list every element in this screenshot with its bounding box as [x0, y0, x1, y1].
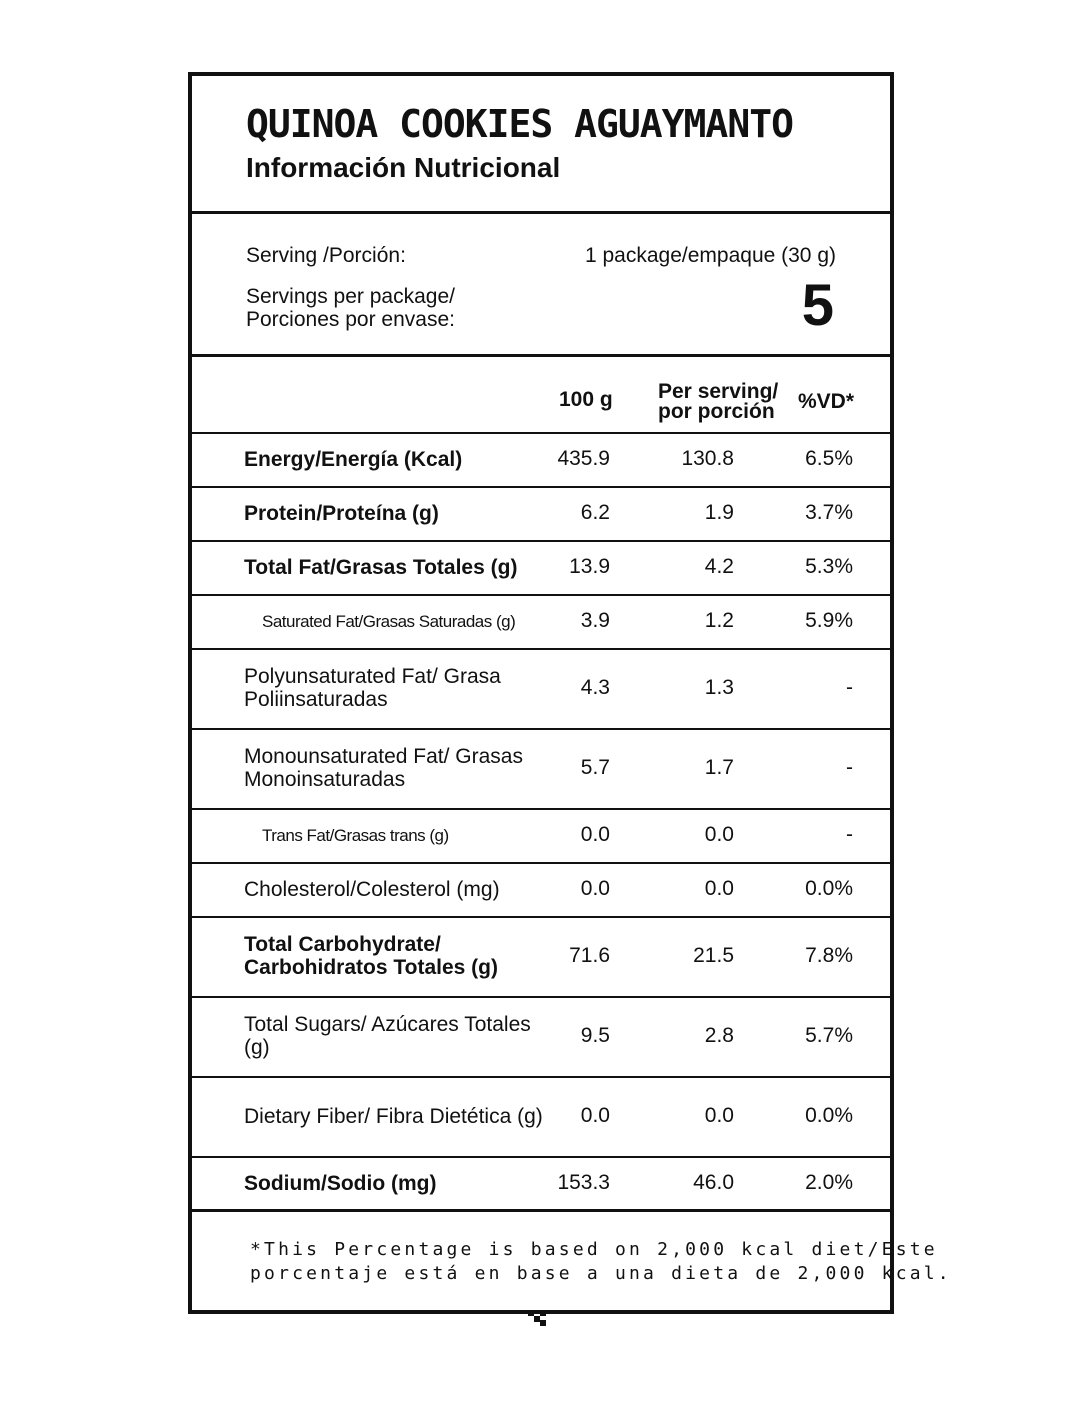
value-per-serving: 21.5	[693, 944, 734, 967]
value-100g: 13.9	[569, 555, 610, 578]
value-100g: 0.0	[580, 877, 610, 900]
column-header-per-serving-line2: por porción	[658, 400, 775, 423]
table-row-energy	[192, 432, 890, 486]
value-daily-percent: 2.0%	[805, 1171, 853, 1194]
table-row-total-sugars	[192, 996, 890, 1076]
value-100g: 4.3	[580, 676, 610, 699]
value-100g: 153.3	[557, 1171, 610, 1194]
product-title: QUINOA COOKIES AGUAYMANTO	[246, 102, 793, 146]
value-daily-percent: 0.0%	[805, 1104, 853, 1127]
column-header-100g: 100 g	[559, 388, 613, 411]
serving-label: Serving /Porción:	[246, 244, 406, 267]
value-100g: 5.7	[580, 756, 610, 779]
servings-per-package-value: 5	[801, 273, 834, 338]
value-per-serving: 130.8	[681, 447, 734, 470]
table-row-dietary-fiber	[192, 1076, 890, 1156]
value-per-serving: 1.2	[704, 609, 734, 632]
table-row-protein	[192, 486, 890, 540]
table-row-cholesterol	[192, 862, 890, 916]
value-per-serving: 4.2	[704, 555, 734, 578]
servings-per-package-label-line2: Porciones por envase:	[246, 308, 455, 331]
value-daily-percent: -	[846, 756, 853, 779]
divider	[192, 1209, 890, 1212]
value-per-serving: 1.7	[704, 756, 734, 779]
nutrient-name: Polyunsaturated Fat/ Grasa Poliinsaturadas	[244, 665, 501, 711]
column-header-dv: %VD*	[798, 390, 855, 413]
nutrient-name: Total Fat/Grasas Totales (g)	[244, 555, 518, 579]
footnote-line-1: *This Percentage is based on 2,000 kcal diet/Este	[250, 1239, 938, 1260]
footnote	[250, 1238, 952, 1286]
value-100g: 71.6	[569, 944, 610, 967]
value-100g: 6.2	[580, 501, 610, 524]
value-daily-percent: 5.7%	[805, 1024, 853, 1047]
crop-mark-icon	[528, 1310, 550, 1326]
value-per-serving: 1.3	[704, 676, 734, 699]
nutrient-name: Saturated Fat/Grasas Saturadas (g)	[262, 611, 516, 631]
value-daily-percent: -	[846, 823, 853, 846]
divider	[192, 211, 890, 214]
table-row-monounsaturated-fat	[192, 728, 890, 808]
table-row-total-fat	[192, 540, 890, 594]
column-header-per-serving-line1: Per serving/	[658, 380, 779, 403]
value-daily-percent: 7.8%	[805, 944, 853, 967]
serving-value: 1 package/empaque (30 g)	[584, 244, 836, 267]
nutrient-name: Dietary Fiber/ Fibra Dietética (g)	[244, 1104, 543, 1128]
footnote-line-2: porcentaje está en base a una dieta de 2,000 kcal.	[250, 1263, 952, 1284]
servings-per-package-label-line1: Servings per package/	[246, 285, 455, 308]
nutrition-facts-label	[188, 72, 952, 1314]
table-row-trans-fat	[192, 808, 890, 862]
nutrient-name: Trans Fat/Grasas trans (g)	[262, 825, 449, 845]
table-row-saturated-fat	[192, 594, 890, 648]
value-daily-percent: 3.7%	[805, 501, 853, 524]
table-row-sodium	[192, 1156, 890, 1210]
value-daily-percent: 6.5%	[805, 447, 853, 470]
nutrient-name: Protein/Proteína (g)	[244, 501, 439, 525]
value-100g: 0.0	[580, 823, 610, 846]
table-row-total-carbohydrate	[192, 916, 890, 996]
value-100g: 3.9	[580, 609, 610, 632]
value-100g: 0.0	[580, 1104, 610, 1127]
label-subtitle: Información Nutricional	[246, 152, 561, 183]
nutrient-name: Monounsaturated Fat/ Grasas Monoinsaturadas	[244, 745, 523, 791]
divider	[192, 354, 890, 357]
nutrient-name: Sodium/Sodio (mg)	[244, 1171, 437, 1195]
value-per-serving: 0.0	[704, 1104, 734, 1127]
value-100g: 435.9	[557, 447, 610, 470]
value-daily-percent: -	[846, 676, 853, 699]
nutrient-name: Cholesterol/Colesterol (mg)	[244, 877, 500, 901]
nutrient-name: Energy/Energía (Kcal)	[244, 447, 463, 471]
nutrient-name: Total Carbohydrate/ Carbohidratos Totales (g)	[244, 933, 498, 979]
value-per-serving: 0.0	[704, 823, 734, 846]
value-100g: 9.5	[580, 1024, 610, 1047]
value-per-serving: 46.0	[693, 1171, 734, 1194]
table-row-polyunsaturated-fat	[192, 648, 890, 728]
value-per-serving: 1.9	[704, 501, 734, 524]
value-per-serving: 2.8	[704, 1024, 734, 1047]
value-daily-percent: 5.3%	[805, 555, 853, 578]
value-per-serving: 0.0	[704, 877, 734, 900]
value-daily-percent: 0.0%	[805, 877, 853, 900]
value-daily-percent: 5.9%	[805, 609, 853, 632]
nutrient-name: Total Sugars/ Azúcares Totales (g)	[244, 1013, 531, 1059]
